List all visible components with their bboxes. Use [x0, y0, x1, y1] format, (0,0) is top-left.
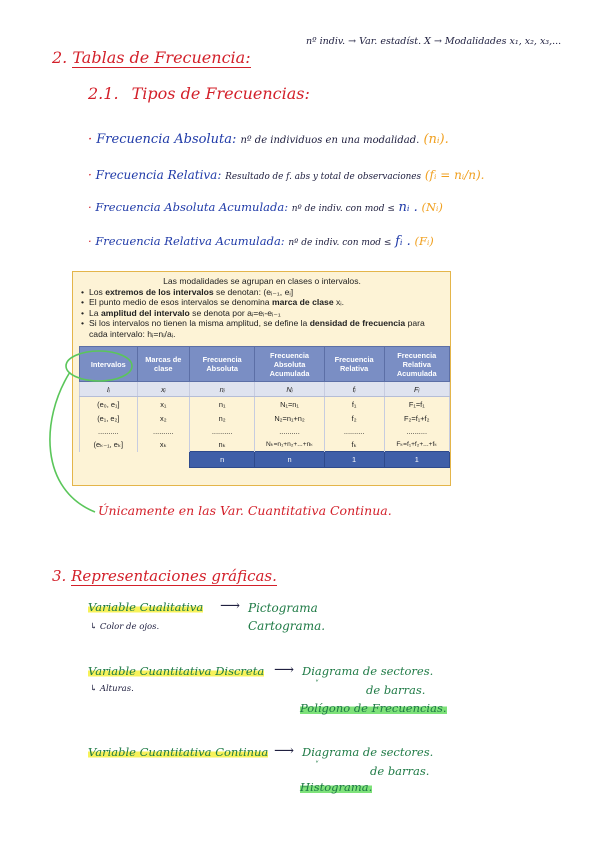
arrow-icon: ⟶ [220, 598, 241, 614]
table-cell: nᵢ [189, 382, 254, 397]
total-cell: 1 [384, 452, 449, 468]
section-3-number: 3. [52, 567, 67, 585]
table-cell: N₁=n₁ [255, 397, 324, 412]
table-cell: f₂ [324, 411, 384, 425]
type-symbol: (nᵢ). [423, 132, 449, 147]
type-desc: nº de indiv. con mod ≤ [288, 238, 392, 248]
table-cell: x₁ [137, 397, 189, 412]
check-mark-icon: ˅ [315, 760, 319, 769]
type-inline-symbol: nᵢ . [398, 200, 418, 215]
table-cell: Fₖ=f₁+f₂+...+fₖ [384, 437, 449, 452]
rep-graph-highlighted: Histograma. [300, 780, 373, 794]
top-note: nº indiv. → Var. estadíst. X → Modalidades x₁, x₂, x₃,... [306, 36, 562, 47]
table-cell: (e₀, e₁] [80, 397, 138, 412]
table-cell: fₖ [324, 437, 384, 452]
rep-variable-continua: Variable Cuantitativa Continua [88, 745, 269, 759]
section-21-title: Tipos de Frecuencias: [131, 84, 310, 103]
table-cell: xᵢ [137, 382, 189, 397]
table-cell: .......... [384, 425, 449, 437]
rep-graph: Cartograma. [248, 619, 326, 633]
table-cell: n₂ [189, 411, 254, 425]
column-header: Frecuencia Absoluta [189, 347, 254, 382]
table-cell: (e₁, e₂] [80, 411, 138, 425]
type-desc: nº de individuos en una modalidad. [240, 135, 420, 146]
column-header: Intervalos [80, 347, 138, 382]
table-cell: .......... [80, 425, 138, 437]
table-cell: Fᵢ [384, 382, 449, 397]
box-bullet: • Si los intervalos no tienen la misma amplitud, se define la densidad de frecuencia para cada intervalo: hᵢ=nᵢ/aᵢ. [89, 318, 445, 339]
column-header: Frecuencia Relativa Acumulada [384, 347, 449, 382]
total-cell: n [255, 452, 324, 468]
box-bullet: • Los extremos de los intervalos se denotan: (eᵢ₋₁, eᵢ] [89, 287, 445, 298]
table-cell: n₁ [189, 397, 254, 412]
column-header: Frecuencia Relativa [324, 347, 384, 382]
rep-example: ↳ Color de ojos. [90, 622, 160, 632]
section-21-number: 2.1. [88, 84, 119, 103]
box-bullet: • El punto medio de esos intervalos se denomina marca de clase xᵢ. [89, 297, 445, 308]
type-name: Frecuencia Absoluta Acumulada: [95, 200, 289, 214]
section-3-title: Representaciones gráficas. [71, 567, 277, 585]
bullet-dot: · [88, 132, 97, 147]
table-cell: nₖ [189, 437, 254, 452]
section-2-number: 2. [52, 48, 68, 67]
type-symbol: (Fᵢ) [414, 234, 434, 248]
box-bullet: • La amplitud del intervalo se denota por aᵢ=eᵢ-eᵢ₋₁ [89, 308, 445, 319]
table-cell: .......... [189, 425, 254, 437]
bullet-dot: · [88, 234, 96, 248]
table-cell: .......... [324, 425, 384, 437]
column-header: Frecuencia Absoluta Acumulada [255, 347, 324, 382]
table-cell: N₂=n₁+n₂ [255, 411, 324, 425]
continua-note: Únicamente en las Var. Cuantitativa Continua. [98, 503, 392, 518]
type-symbol: (Nᵢ) [421, 200, 443, 214]
rep-graph: Pictograma [248, 601, 318, 615]
table-cell: x₂ [137, 411, 189, 425]
intervalos-circle [66, 351, 132, 381]
type-name: Frecuencia Relativa Acumulada: [95, 234, 285, 248]
rep-graph: de barras. [370, 764, 430, 778]
column-header: Marcas de clase [137, 347, 189, 382]
section-2-title: Tablas de Frecuencia: [72, 48, 251, 67]
rep-graph: Diagrama de sectores. [302, 664, 434, 678]
table-cell: F₂=f₁+f₂ [384, 411, 449, 425]
table-cell: xₖ [137, 437, 189, 452]
rep-variable-cualitativa: Variable Cualitativa [88, 600, 204, 614]
box-title: Las modalidades se agrupan en clases o intervalos. [163, 276, 361, 286]
arrow-icon: ⟶ [274, 662, 295, 678]
pointer-curve [50, 372, 95, 512]
table-cell: f₁ [324, 397, 384, 412]
rep-graph: de barras. [366, 683, 426, 697]
table-cell: Nₖ=n₁+n₂+...+nₖ [255, 437, 324, 452]
table-cell: F₁=f₁ [384, 397, 449, 412]
type-desc: nº de indiv. con mod ≤ [291, 204, 395, 214]
table-cell: .......... [255, 425, 324, 437]
total-cell: n [189, 452, 254, 468]
rep-graph-highlighted: Polígono de Frecuencias. [300, 701, 447, 715]
type-symbol: (fᵢ = nᵢ/n). [424, 168, 485, 182]
table-cell: Iᵢ [80, 382, 138, 397]
type-name: Frecuencia Relativa: [95, 168, 222, 182]
type-name: Frecuencia Absoluta: [96, 132, 237, 147]
table-cell: .......... [137, 425, 189, 437]
bullet-dot: · [88, 200, 96, 214]
arrow-icon: ⟶ [274, 743, 295, 759]
table-cell: fᵢ [324, 382, 384, 397]
rep-variable-discreta: Variable Cuantitativa Discreta [88, 664, 265, 678]
type-inline-symbol: fᵢ . [395, 234, 411, 249]
table-cell: (eₖ₋₁, eₖ] [80, 437, 138, 452]
bullet-dot: · [88, 168, 96, 182]
rep-example: ↳ Alturas. [90, 684, 134, 694]
rep-graph: Diagrama de sectores. [302, 745, 434, 759]
table-cell: Nᵢ [255, 382, 324, 397]
check-mark-icon: ˅ [315, 679, 319, 688]
section-3-heading [52, 567, 277, 585]
type-desc: Resultado de f. abs y total de observaciones [225, 172, 422, 182]
total-cell: 1 [324, 452, 384, 468]
